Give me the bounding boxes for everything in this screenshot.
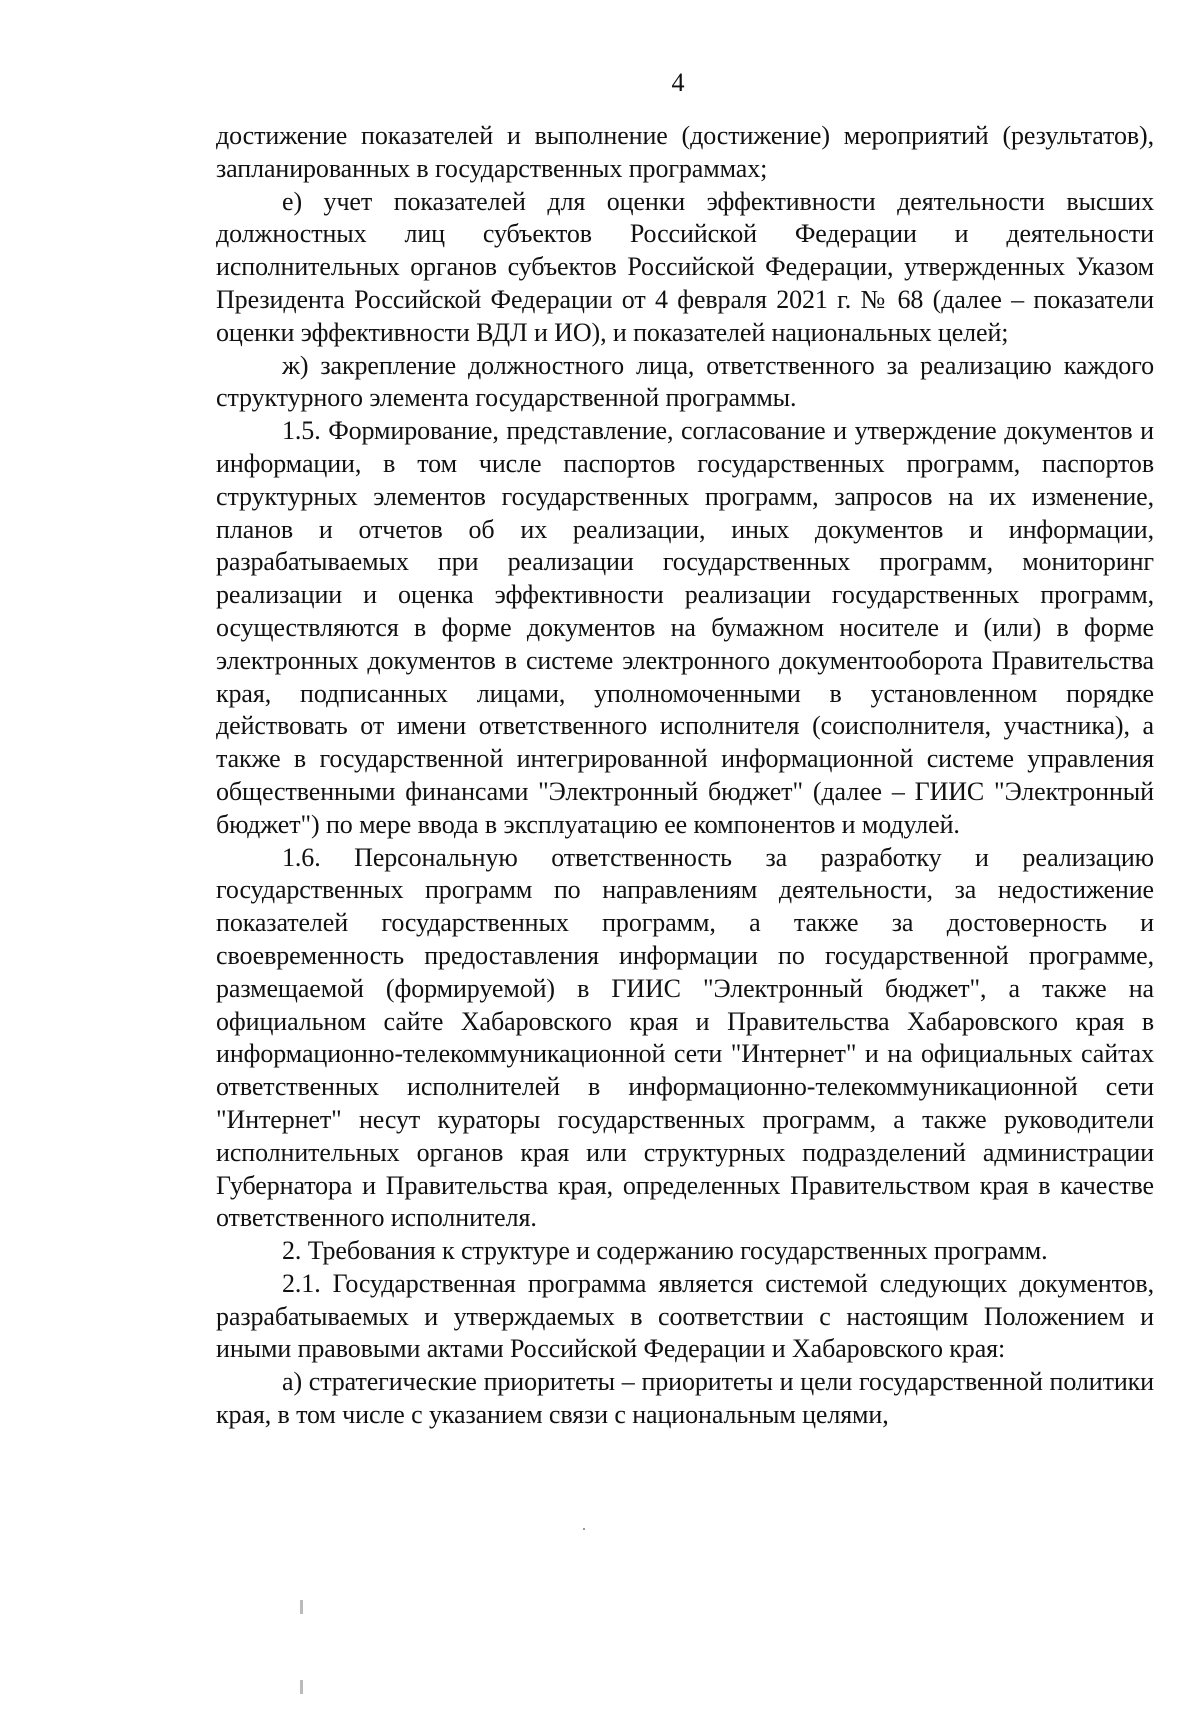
scan-mark (300, 1600, 303, 1614)
paragraph-1-6: 1.6. Персональную ответственность за разработку и реализацию государственных программ по направлениям деятельности, за недостижение показателей государственных программ, а также за достоверность и своевременность предоставления информации по государственной программе, размещаемой (формируемой) в ГИИС "Электронный бюджет", а также на официальном сайте Хабаровского края и Правительства Хабаровского края в информационно-телекоммуникационной сети "Интернет" и на официальных сайтах ответственных исполнителей в информационно-телекоммуникационной сети "Интернет" несут кураторы государственных программ, а также руководители исполнительных органов края или структурных подразделений администрации Губернатора и Правительства края, определенных Правительством края в качестве ответственного исполнителя. (216, 842, 1154, 1233)
section-heading-2: 2. Требования к структуре и содержанию государственных программ. (282, 1236, 1048, 1266)
scan-speck (583, 1528, 585, 1530)
paragraph-2-1: 2.1. Государственная программа является системой следующих документов, разрабатываемых и утверждаемых в соответствии с настоящим Положением и иными правовыми актами Российской Федерации и Хабаровского края: (216, 1268, 1154, 1364)
page-number: 4 (671, 68, 685, 97)
scan-mark (300, 1680, 303, 1694)
paragraph-continuation: достижение показателей и выполнение (достижение) мероприятий (результатов), запланированных в государственных программах; (216, 121, 1154, 183)
paragraph-item-e: е) учет показателей для оценки эффективности деятельности высших должностных лиц субъектов Российской Федерации и деятельности исполнительных органов субъектов Российской Федерации, утвержденных Указом Президента Российской Федерации от 4 февраля 2021 г. № 68 (далее – показатели оценки эффективности ВДЛ и ИО), и показателей национальных целей; (216, 186, 1154, 347)
document-body (216, 120, 1154, 1432)
paragraph-1-5: 1.5. Формирование, представление, согласование и утверждение документов и информации, в том числе паспортов государственных программ, паспортов структурных элементов государственных программ, запросов на их изменение, планов и отчетов об их реализации, иных документов и информации, разрабатываемых при реализации государственных программ, мониторинг реализации и оценка эффективности реализации государственных программ, осуществляются в форме документов на бумажном носителе и (или) в форме электронных документов в системе электронного документооборота Правительства края, подписанных лицами, уполномоченными в установленном порядке действовать от имени ответственного исполнителя (соисполнителя, участника), а также в государственной интегрированной информационной системе управления общественными финансами "Электронный бюджет" (далее – ГИИС "Электронный бюджет") по мере ввода в эксплуатацию ее компонентов и модулей. (216, 416, 1154, 839)
paragraph-item-a: а) стратегические приоритеты – приоритеты и цели государственной политики края, в том числе с указанием связи с национальным целями, (216, 1367, 1154, 1430)
paragraph-item-zh: ж) закрепление должностного лица, ответственного за реализацию каждого структурного элемента государственной программы. (216, 350, 1154, 413)
